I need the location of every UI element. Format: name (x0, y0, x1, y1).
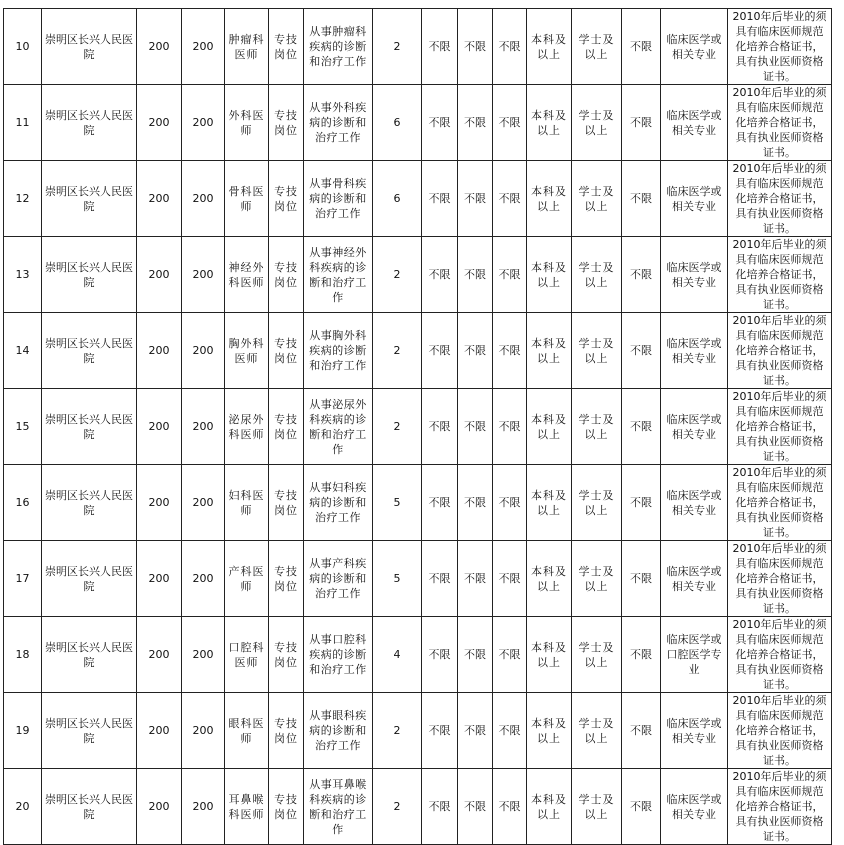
table-row (4, 161, 832, 237)
post-name: 口腔科医师 (225, 617, 269, 693)
remark: 2010年后毕业的须具有临床医师规范化培养合格证书，具有执业医师资格证书。 (728, 85, 832, 161)
major: 临床医学或相关专业 (661, 9, 728, 85)
post-type: 专技岗位 (269, 389, 304, 465)
requirement-4: 不限 (622, 161, 661, 237)
headcount: 4 (373, 617, 422, 693)
row-number: 19 (4, 693, 42, 769)
headcount: 5 (373, 541, 422, 617)
table-row (4, 9, 832, 85)
requirement-1: 不限 (422, 313, 458, 389)
row-number: 16 (4, 465, 42, 541)
post-type: 专技岗位 (269, 161, 304, 237)
employer-unit: 崇明区长兴人民医院 (42, 237, 137, 313)
code-a: 200 (137, 389, 182, 465)
post-type: 专技岗位 (269, 693, 304, 769)
requirement-3: 不限 (493, 161, 527, 237)
code-a: 200 (137, 237, 182, 313)
employer-unit: 崇明区长兴人民医院 (42, 161, 137, 237)
post-name: 肿瘤科医师 (225, 9, 269, 85)
remark: 2010年后毕业的须具有临床医师规范化培养合格证书，具有执业医师资格证书。 (728, 389, 832, 465)
remark: 2010年后毕业的须具有临床医师规范化培养合格证书，具有执业医师资格证书。 (728, 693, 832, 769)
requirement-1: 不限 (422, 85, 458, 161)
education: 本科及以上 (527, 313, 572, 389)
table-row (4, 389, 832, 465)
table-row (4, 237, 832, 313)
code-a: 200 (137, 465, 182, 541)
headcount: 2 (373, 9, 422, 85)
code-a: 200 (137, 769, 182, 845)
post-type: 专技岗位 (269, 313, 304, 389)
code-b: 200 (182, 161, 225, 237)
education: 本科及以上 (527, 85, 572, 161)
code-b: 200 (182, 313, 225, 389)
requirement-2: 不限 (458, 237, 493, 313)
requirement-2: 不限 (458, 313, 493, 389)
requirement-1: 不限 (422, 465, 458, 541)
major: 临床医学或相关专业 (661, 541, 728, 617)
requirement-3: 不限 (493, 541, 527, 617)
code-b: 200 (182, 617, 225, 693)
post-description: 从事外科疾病的诊断和治疗工作 (304, 85, 373, 161)
table-row (4, 85, 832, 161)
post-type: 专技岗位 (269, 85, 304, 161)
employer-unit: 崇明区长兴人民医院 (42, 9, 137, 85)
post-description: 从事肿瘤科疾病的诊断和治疗工作 (304, 9, 373, 85)
requirement-4: 不限 (622, 617, 661, 693)
remark: 2010年后毕业的须具有临床医师规范化培养合格证书，具有执业医师资格证书。 (728, 161, 832, 237)
code-b: 200 (182, 693, 225, 769)
code-a: 200 (137, 617, 182, 693)
requirement-3: 不限 (493, 769, 527, 845)
education: 本科及以上 (527, 617, 572, 693)
code-a: 200 (137, 693, 182, 769)
requirement-2: 不限 (458, 85, 493, 161)
degree: 学士及以上 (572, 389, 622, 465)
remark: 2010年后毕业的须具有临床医师规范化培养合格证书，具有执业医师资格证书。 (728, 541, 832, 617)
major: 临床医学或相关专业 (661, 237, 728, 313)
table-row (4, 313, 832, 389)
code-a: 200 (137, 161, 182, 237)
headcount: 2 (373, 313, 422, 389)
requirement-4: 不限 (622, 769, 661, 845)
row-number: 17 (4, 541, 42, 617)
post-description: 从事妇科疾病的诊断和治疗工作 (304, 465, 373, 541)
requirement-2: 不限 (458, 465, 493, 541)
employer-unit: 崇明区长兴人民医院 (42, 617, 137, 693)
requirement-4: 不限 (622, 389, 661, 465)
requirement-3: 不限 (493, 389, 527, 465)
post-type: 专技岗位 (269, 237, 304, 313)
recruitment-table (3, 8, 832, 845)
employer-unit: 崇明区长兴人民医院 (42, 389, 137, 465)
employer-unit: 崇明区长兴人民医院 (42, 541, 137, 617)
employer-unit: 崇明区长兴人民医院 (42, 465, 137, 541)
education: 本科及以上 (527, 465, 572, 541)
major: 临床医学或相关专业 (661, 693, 728, 769)
major: 临床医学或相关专业 (661, 161, 728, 237)
requirement-3: 不限 (493, 237, 527, 313)
requirement-1: 不限 (422, 769, 458, 845)
degree: 学士及以上 (572, 769, 622, 845)
requirement-4: 不限 (622, 85, 661, 161)
degree: 学士及以上 (572, 161, 622, 237)
code-b: 200 (182, 465, 225, 541)
row-number: 11 (4, 85, 42, 161)
requirement-2: 不限 (458, 769, 493, 845)
headcount: 6 (373, 85, 422, 161)
remark: 2010年后毕业的须具有临床医师规范化培养合格证书，具有执业医师资格证书。 (728, 465, 832, 541)
headcount: 2 (373, 693, 422, 769)
education: 本科及以上 (527, 389, 572, 465)
remark: 2010年后毕业的须具有临床医师规范化培养合格证书，具有执业医师资格证书。 (728, 617, 832, 693)
post-name: 胸外科医师 (225, 313, 269, 389)
requirement-2: 不限 (458, 9, 493, 85)
requirement-1: 不限 (422, 541, 458, 617)
requirement-3: 不限 (493, 465, 527, 541)
row-number: 12 (4, 161, 42, 237)
employer-unit: 崇明区长兴人民医院 (42, 769, 137, 845)
post-type: 专技岗位 (269, 9, 304, 85)
table-row (4, 617, 832, 693)
requirement-4: 不限 (622, 9, 661, 85)
degree: 学士及以上 (572, 541, 622, 617)
remark: 2010年后毕业的须具有临床医师规范化培养合格证书，具有执业医师资格证书。 (728, 237, 832, 313)
post-description: 从事胸外科疾病的诊断和治疗工作 (304, 313, 373, 389)
major: 临床医学或相关专业 (661, 389, 728, 465)
code-b: 200 (182, 769, 225, 845)
degree: 学士及以上 (572, 617, 622, 693)
requirement-1: 不限 (422, 693, 458, 769)
post-name: 泌尿外科医师 (225, 389, 269, 465)
requirement-3: 不限 (493, 313, 527, 389)
requirement-1: 不限 (422, 389, 458, 465)
post-name: 产科医师 (225, 541, 269, 617)
requirement-3: 不限 (493, 85, 527, 161)
requirement-2: 不限 (458, 161, 493, 237)
post-description: 从事泌尿外科疾病的诊断和治疗工作 (304, 389, 373, 465)
row-number: 18 (4, 617, 42, 693)
post-type: 专技岗位 (269, 465, 304, 541)
degree: 学士及以上 (572, 313, 622, 389)
requirement-1: 不限 (422, 617, 458, 693)
education: 本科及以上 (527, 161, 572, 237)
major: 临床医学或相关专业 (661, 85, 728, 161)
headcount: 2 (373, 389, 422, 465)
post-description: 从事产科疾病的诊断和治疗工作 (304, 541, 373, 617)
education: 本科及以上 (527, 769, 572, 845)
code-b: 200 (182, 9, 225, 85)
requirement-4: 不限 (622, 541, 661, 617)
requirement-4: 不限 (622, 465, 661, 541)
degree: 学士及以上 (572, 85, 622, 161)
remark: 2010年后毕业的须具有临床医师规范化培养合格证书，具有执业医师资格证书。 (728, 9, 832, 85)
headcount: 2 (373, 769, 422, 845)
post-description: 从事骨科疾病的诊断和治疗工作 (304, 161, 373, 237)
post-description: 从事神经外科疾病的诊断和治疗工作 (304, 237, 373, 313)
row-number: 20 (4, 769, 42, 845)
employer-unit: 崇明区长兴人民医院 (42, 693, 137, 769)
row-number: 15 (4, 389, 42, 465)
education: 本科及以上 (527, 693, 572, 769)
major: 临床医学或相关专业 (661, 769, 728, 845)
headcount: 6 (373, 161, 422, 237)
education: 本科及以上 (527, 541, 572, 617)
table-body (4, 9, 832, 845)
post-description: 从事耳鼻喉科疾病的诊断和治疗工作 (304, 769, 373, 845)
row-number: 13 (4, 237, 42, 313)
requirement-2: 不限 (458, 617, 493, 693)
degree: 学士及以上 (572, 693, 622, 769)
requirement-2: 不限 (458, 541, 493, 617)
post-name: 耳鼻喉科医师 (225, 769, 269, 845)
headcount: 5 (373, 465, 422, 541)
code-a: 200 (137, 313, 182, 389)
requirement-4: 不限 (622, 313, 661, 389)
table-row (4, 693, 832, 769)
post-type: 专技岗位 (269, 769, 304, 845)
post-name: 妇科医师 (225, 465, 269, 541)
post-name: 眼科医师 (225, 693, 269, 769)
code-a: 200 (137, 541, 182, 617)
employer-unit: 崇明区长兴人民医院 (42, 313, 137, 389)
post-description: 从事眼科疾病的诊断和治疗工作 (304, 693, 373, 769)
requirement-3: 不限 (493, 693, 527, 769)
code-b: 200 (182, 389, 225, 465)
requirement-2: 不限 (458, 693, 493, 769)
table-row (4, 541, 832, 617)
code-a: 200 (137, 85, 182, 161)
degree: 学士及以上 (572, 9, 622, 85)
post-name: 外科医师 (225, 85, 269, 161)
requirement-4: 不限 (622, 237, 661, 313)
post-name: 神经外科医师 (225, 237, 269, 313)
requirement-1: 不限 (422, 161, 458, 237)
degree: 学士及以上 (572, 237, 622, 313)
major: 临床医学或相关专业 (661, 465, 728, 541)
post-type: 专技岗位 (269, 541, 304, 617)
requirement-4: 不限 (622, 693, 661, 769)
code-b: 200 (182, 237, 225, 313)
education: 本科及以上 (527, 9, 572, 85)
requirement-3: 不限 (493, 617, 527, 693)
post-name: 骨科医师 (225, 161, 269, 237)
major: 临床医学或相关专业 (661, 313, 728, 389)
requirement-1: 不限 (422, 237, 458, 313)
degree: 学士及以上 (572, 465, 622, 541)
headcount: 2 (373, 237, 422, 313)
code-b: 200 (182, 85, 225, 161)
remark: 2010年后毕业的须具有临床医师规范化培养合格证书，具有执业医师资格证书。 (728, 769, 832, 845)
code-a: 200 (137, 9, 182, 85)
major: 临床医学或口腔医学专业 (661, 617, 728, 693)
post-description: 从事口腔科疾病的诊断和治疗工作 (304, 617, 373, 693)
education: 本科及以上 (527, 237, 572, 313)
post-type: 专技岗位 (269, 617, 304, 693)
row-number: 10 (4, 9, 42, 85)
row-number: 14 (4, 313, 42, 389)
requirement-2: 不限 (458, 389, 493, 465)
table-row (4, 769, 832, 845)
code-b: 200 (182, 541, 225, 617)
table-row (4, 465, 832, 541)
remark: 2010年后毕业的须具有临床医师规范化培养合格证书，具有执业医师资格证书。 (728, 313, 832, 389)
employer-unit: 崇明区长兴人民医院 (42, 85, 137, 161)
requirement-1: 不限 (422, 9, 458, 85)
requirement-3: 不限 (493, 9, 527, 85)
